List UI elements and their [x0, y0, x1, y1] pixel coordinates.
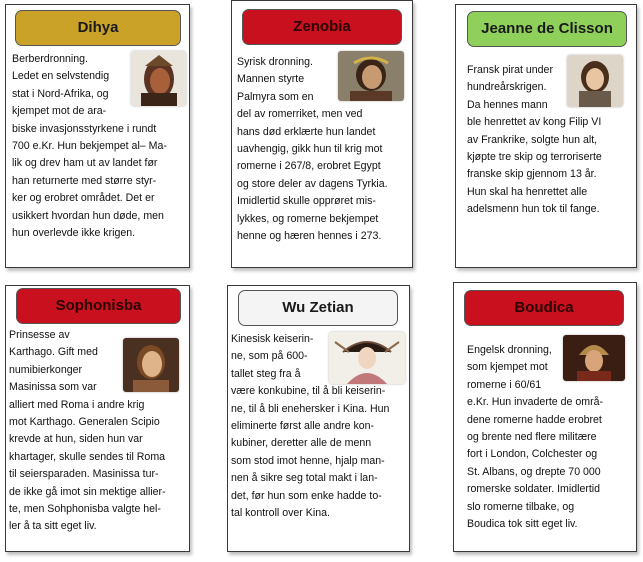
card-boudica [453, 282, 637, 552]
card-text: Syrisk dronning. Mannen styrte Palmyra som en del av romerriket, men ved hans død erklærte hun landet uavhengig, gikk hun til krig mot romerne i 267/8, erobret Egypt og store deler av dagens Tyrkia. Imidlertid skulle opprøret mis- lykkes, og romerne bekjempet henne og hæren hennes i 273. [237, 56, 388, 243]
card-sophonisba [5, 285, 190, 552]
card-text: Engelsk dronning, som kjempet mot romerne i 60/61 e.Kr. Hun invaderte de områ- dene romerne hadde erobret og brente ned flere militære fort i London, Colchester og St. Albans, og drepte 70 000 romerske soldater. Imidlertid slo romerne tilbake, og Boudica tok sitt eget liv. [467, 344, 604, 531]
card-title: Jeanne de Clisson [467, 11, 627, 47]
card-jeanne-de-clisson [455, 4, 637, 268]
card-dihya [5, 4, 190, 268]
card-text: Berberdronning. Ledet en selvstendig stat i Nord-Afrika, og kjempet mot de ara- biske invasjonsstyrkene i rundt 700 e.Kr. Hun bekjempet al– Ma- lik og drev ham ut av landet før han returnerte med større styr- ker og erobret området. Det er usikkert hvordan hun døde, men hun overlevde ikke krigen. [12, 53, 167, 240]
card-title: Dihya [15, 10, 181, 46]
card-title: Zenobia [242, 9, 402, 45]
card-wu-zetian [227, 285, 410, 552]
card-title: Wu Zetian [238, 290, 398, 326]
card-title: Boudica [464, 290, 624, 326]
card-text: Fransk pirat under hundreårskrigen. Da hennes mann ble henrettet av kong Filip VI av Frankrike, solgte hun alt, kjøpte tre skip og terroriserte franske skip gjennom 13 år. Hun skal ha henrettet alle adelsmenn hun tok til fange. [467, 64, 602, 216]
card-text: Prinsesse av Karthago. Gift med numibierkonger Masinissa som var alliert med Roma i andre krig mot Karthago. Generalen Scipio krevde at hun, siden hun var khartager, skulle sendes til Roma til seiersparaden. Masinissa tur- de ikke gå imot sin mektige allier- te, men Sohphonisba valgte hel- ler å ta sitt eget liv. [9, 329, 166, 533]
card-text: Kinesisk keiserin- ne, som på 600- tallet steg fra å være konkubine, til å bli keiserin- ne, til å bli enehersker i Kina. Hun eliminerte først alle andre kon- kubiner, deretter alle de menn som stod imot henne, hjalp man- nen å sikre seg total makt i lan- det, før hun som enke hadde to- tal kontroll over Kina. [231, 333, 390, 520]
card-title: Sophonisba [16, 288, 181, 324]
card-zenobia [231, 0, 413, 268]
